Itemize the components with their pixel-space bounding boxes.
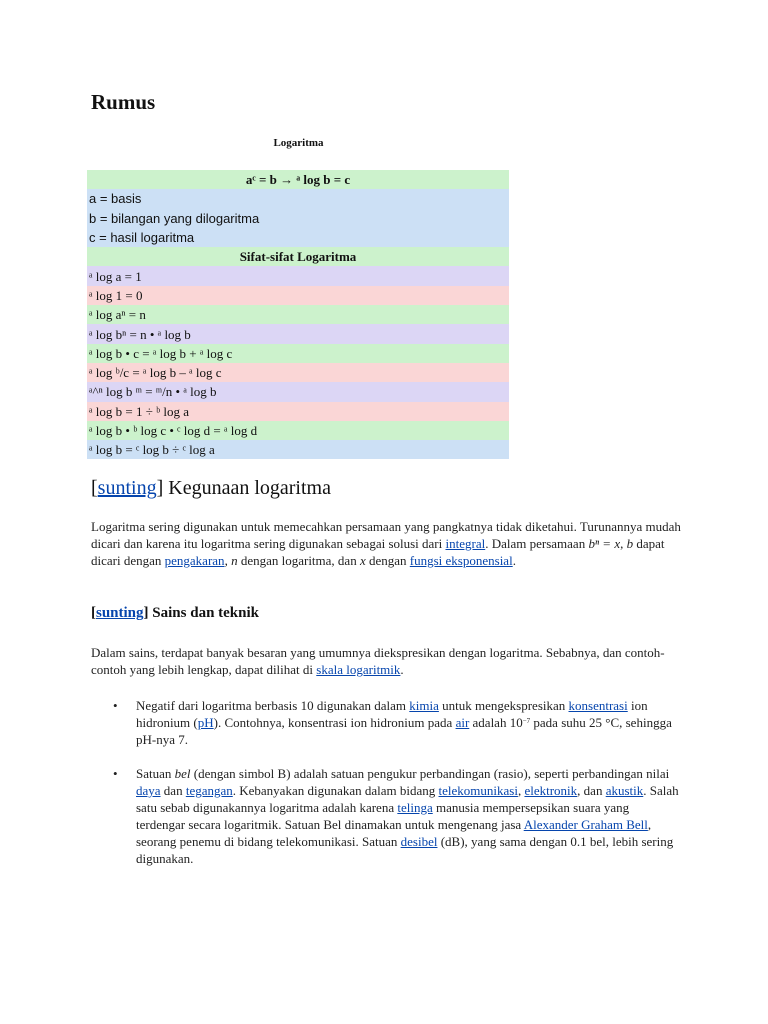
section-title: Sains dan teknik — [152, 605, 260, 621]
section-heading-kegunaan: [sunting] Kegunaan logaritma — [91, 477, 331, 499]
text: . Dalam persamaan — [485, 536, 589, 551]
variable-b: b — [626, 536, 634, 551]
link-skala-logaritmik[interactable]: skala logaritmik — [316, 662, 401, 677]
table-row: ᵃ log b • ᵇ log c • ᶜ log d = ᵃ log d — [89, 423, 258, 438]
text: dapat dicari dengan — [91, 536, 665, 568]
table-row: ᵃ log 1 = 0 — [89, 287, 143, 303]
link-alexander-graham-bell[interactable]: Alexander Graham Bell — [523, 817, 648, 832]
text: (dengan simbol B) adalah satuan pengukur perbandingan (rasio), seperti perbandingan nilai — [190, 766, 670, 781]
text: adalah 10 — [469, 715, 523, 730]
table-row: a = basis — [89, 191, 142, 207]
text: ). Contohnya, konsentrasi ion hidronium pada — [213, 715, 456, 730]
table-header-definition: aᶜ = b → ᵃ log b = c — [245, 172, 351, 188]
text: . — [400, 662, 404, 677]
list-item — [91, 697, 681, 748]
text: , seorang penemu di bidang telekomunikasi. Satuan — [136, 817, 652, 849]
link-tegangan[interactable]: tegangan — [185, 783, 233, 798]
section-heading-sains: [sunting] Sains dan teknik — [91, 605, 260, 621]
table-row: ᵃ log bⁿ = n • ᵃ log b — [89, 326, 191, 342]
link-ph[interactable]: pH — [197, 715, 214, 730]
text: dengan logaritma, dan — [237, 553, 360, 568]
logarithm-table — [87, 170, 509, 459]
text: . Kebanyakan digunakan dalam bidang — [232, 783, 439, 798]
text: untuk mengekspresikan — [438, 698, 569, 713]
bullet-list — [91, 697, 681, 867]
link-akustik[interactable]: akustik — [605, 783, 644, 798]
table-row: ᵃ log aⁿ = n — [89, 307, 146, 323]
link-elektronik[interactable]: elektronik — [524, 783, 578, 798]
table-row: b = bilangan yang dilogaritma — [89, 210, 260, 226]
table-row: c = hasil logaritma — [89, 230, 195, 246]
section-title: Kegunaan logaritma — [168, 477, 331, 499]
text: , — [517, 783, 525, 798]
equation: bⁿ = x — [588, 536, 621, 551]
link-telinga[interactable]: telinga — [397, 800, 433, 815]
table-row: ᵃ^ⁿ log b ᵐ = ᵐ/n • ᵃ log b — [89, 384, 217, 400]
text: pada suhu 25 °C, sehingga pH-nya 7. — [136, 715, 672, 747]
table-row: ᵃ log ᵇ/c = ᵃ log b – ᵃ log c — [89, 365, 222, 381]
text: (dB), yang sama dengan 0.1 bel, lebih sering digunakan. — [136, 834, 674, 866]
text: manusia mempersepsikan suara yang terdengar secara logaritmik. Satuan Bel dinamakan untuk mengenang jasa — [136, 800, 630, 832]
table-header-properties: Sifat-sifat Logaritma — [239, 249, 357, 265]
table-row: ᵃ log b • c = ᵃ log b + ᵃ log c — [89, 345, 233, 361]
link-fungsi-eksponensial[interactable]: fungsi eksponensial — [409, 553, 513, 568]
text: Logaritma sering digunakan untuk memecahkan persamaan yang pangkatnya tidak diketahui. Turunannya mudah dicari dan karena itu logaritma sering digunakan sebagai solusi dari — [91, 519, 681, 551]
table-row: ᵃ log b = ᶜ log b ÷ ᶜ log a — [89, 442, 215, 458]
variable-x: x — [359, 553, 366, 568]
text: Dalam sains, terdapat banyak besaran yang umumnya diekspresikan dengan logaritma. Sebabnya, dan contoh-contoh yang lebih lengkap, dapat dilihat di — [91, 645, 665, 677]
edit-link[interactable]: sunting — [97, 477, 157, 499]
table-row: ᵃ log b = 1 ÷ ᵇ log a — [89, 403, 190, 419]
table-caption: Logaritma — [273, 137, 324, 149]
table-row: ᵃ log a = 1 — [89, 268, 142, 284]
term-bel: bel — [174, 766, 191, 781]
link-konsentrasi[interactable]: konsentrasi — [568, 698, 628, 713]
link-kimia[interactable]: kimia — [409, 698, 439, 713]
link-pengakaran[interactable]: pengakaran — [164, 553, 225, 568]
exponent: −7 — [522, 717, 531, 725]
link-daya[interactable]: daya — [136, 783, 161, 798]
text: , dan — [577, 783, 606, 798]
edit-link[interactable]: sunting — [96, 605, 144, 621]
text: . Salah satu sebab digunakannya logaritma adalah karena — [136, 783, 679, 815]
variable-n: n — [231, 553, 238, 568]
text: , — [620, 536, 627, 551]
text: , — [224, 553, 232, 568]
section-heading-rumus: Rumus — [91, 90, 156, 114]
text: ion hidronium ( — [136, 698, 648, 730]
paragraph-sains — [91, 644, 681, 678]
text: Satuan — [136, 766, 175, 781]
link-air[interactable]: air — [455, 715, 470, 730]
text: dengan — [365, 553, 410, 568]
text: dan — [160, 783, 186, 798]
paragraph-kegunaan — [91, 518, 681, 569]
link-desibel[interactable]: desibel — [400, 834, 438, 849]
link-integral[interactable]: integral — [445, 536, 486, 551]
text: Negatif dari logaritma berbasis 10 digunakan dalam — [136, 698, 410, 713]
link-telekomunikasi[interactable]: telekomunikasi — [438, 783, 518, 798]
list-item — [91, 765, 681, 867]
text: . — [512, 553, 516, 568]
